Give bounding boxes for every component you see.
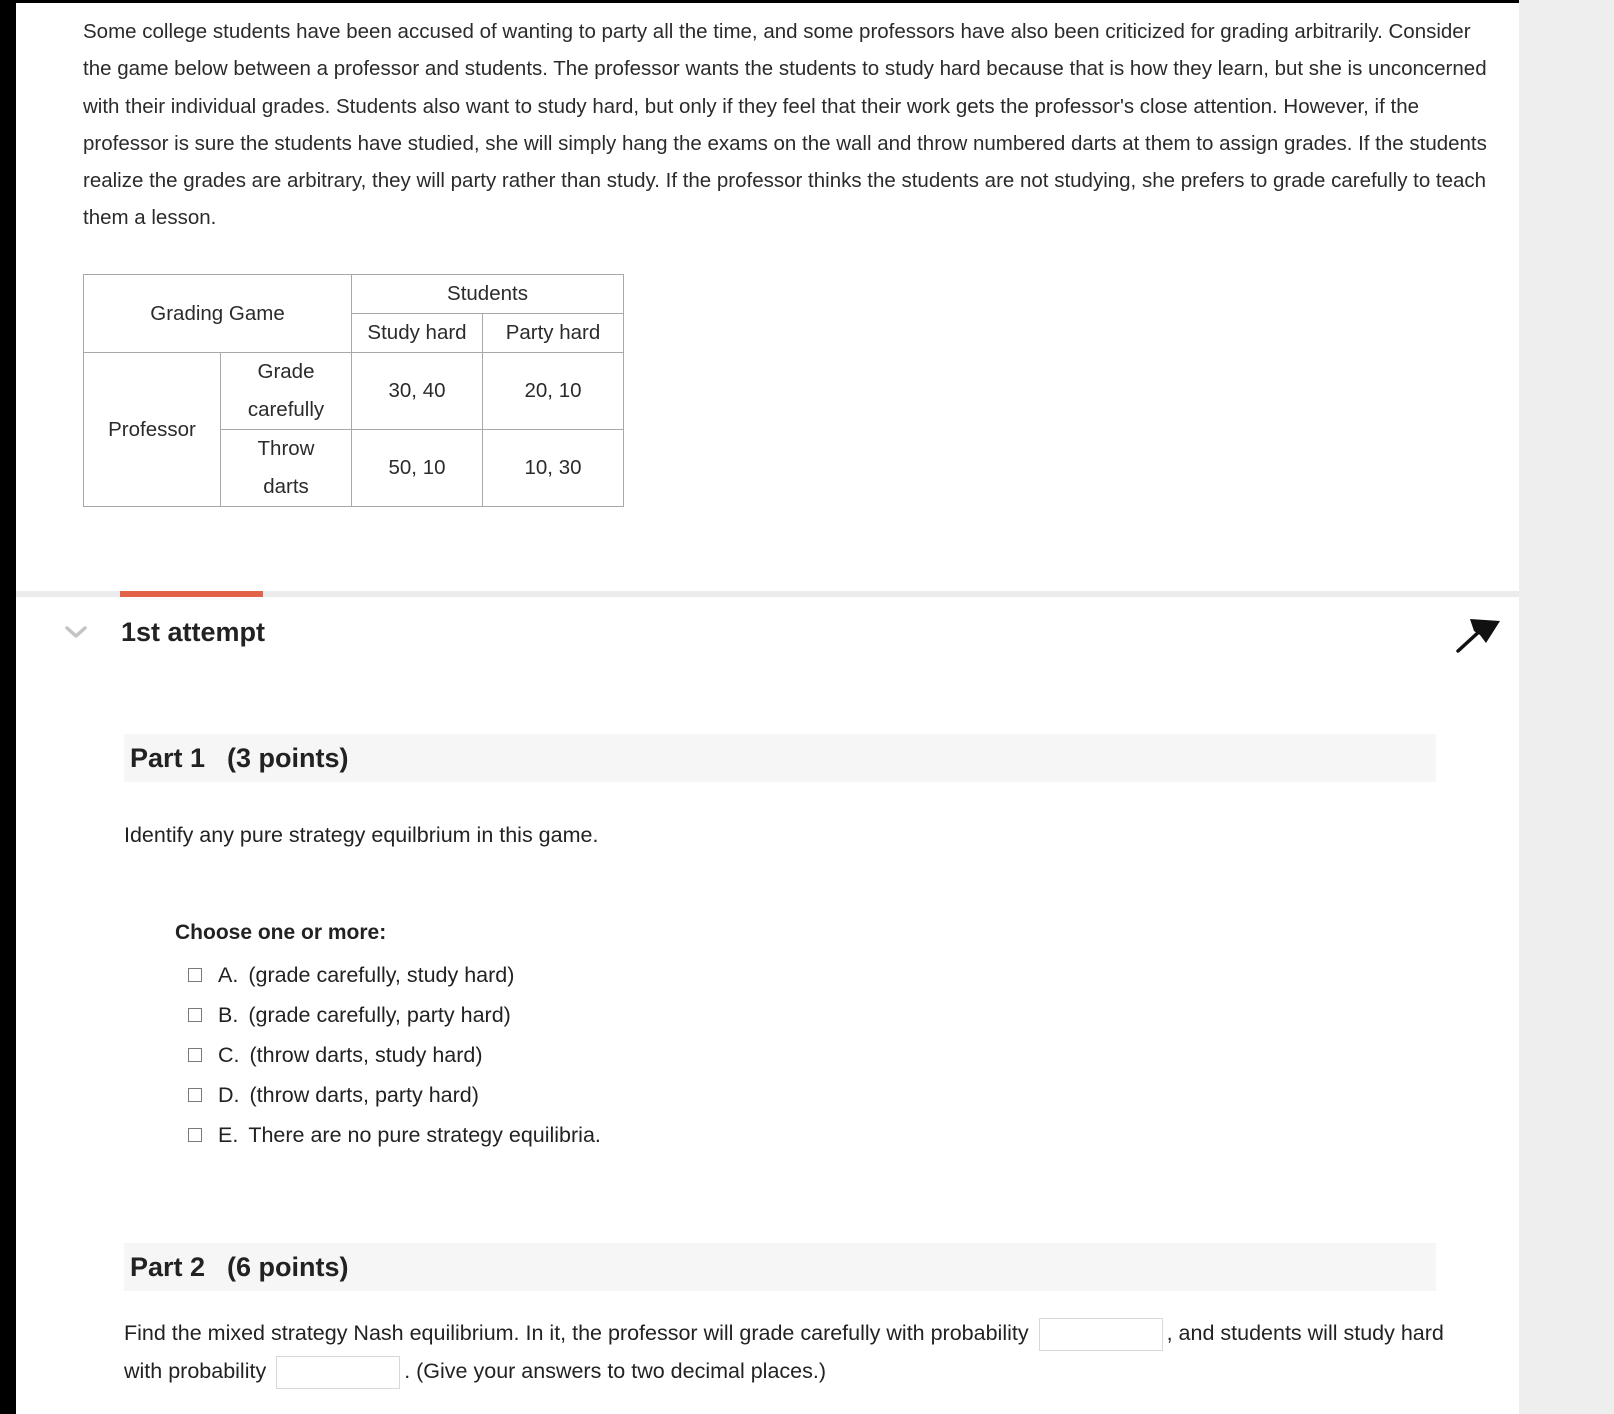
option-letter: E. <box>218 1122 239 1147</box>
part2-question <box>124 1314 1444 1390</box>
part2-text-before: Find the mixed strategy Nash equilibrium. In it, the professor will grade carefully with probability <box>124 1321 1029 1345</box>
column-player-label: Students <box>352 275 624 314</box>
checkbox[interactable] <box>188 968 202 982</box>
option-e[interactable] <box>188 1115 601 1155</box>
row-label-grade-carefully <box>221 353 352 430</box>
pin-icon[interactable] <box>1456 615 1502 655</box>
professor-probability-input[interactable] <box>1039 1318 1163 1351</box>
row-label-line: Throw <box>257 437 315 460</box>
option-text: (throw darts, party hard) <box>249 1082 479 1107</box>
part1-points: (3 points) <box>227 743 349 773</box>
matrix-title: Grading Game <box>84 275 352 353</box>
column-header-party-hard: Party hard <box>483 314 624 353</box>
attempt-label[interactable]: 1st attempt <box>121 617 266 647</box>
row-label-line: carefully <box>247 398 325 421</box>
payoff-cell: 20, 10 <box>483 353 624 430</box>
active-attempt-indicator <box>120 591 263 597</box>
part2-header <box>124 1243 1436 1291</box>
payoff-cell: 10, 30 <box>483 430 624 507</box>
option-letter: B. <box>218 1002 239 1027</box>
checkbox[interactable] <box>188 1088 202 1102</box>
row-label-throw-darts <box>221 430 352 507</box>
students-probability-input[interactable] <box>276 1356 400 1389</box>
option-text: (grade carefully, study hard) <box>248 962 515 987</box>
choose-label: Choose one or more: <box>175 921 387 944</box>
right-gutter <box>1519 0 1614 1414</box>
row-player-label: Professor <box>84 353 221 507</box>
option-letter: A. <box>218 962 239 987</box>
question-page <box>16 3 1519 1414</box>
row-label-line: darts <box>263 475 309 498</box>
checkbox[interactable] <box>188 1128 202 1142</box>
part2-text-after: . (Give your answers to two decimal places.) <box>404 1359 826 1383</box>
option-text: (throw darts, study hard) <box>249 1042 483 1067</box>
option-a[interactable] <box>188 955 601 995</box>
column-header-study-hard: Study hard <box>352 314 483 353</box>
option-text: (grade carefully, party hard) <box>248 1002 511 1027</box>
answer-options <box>188 955 601 1155</box>
problem-intro: Some college students have been accused of wanting to party all the time, and some professors have also been criticized for grading arbitrarily. Consider the game below between a professor and students. The professor wants the students to study hard because that is how they learn, but she is unconcerned with their individual grades. Students also want to study hard, but only if they feel that their work gets the professor's close attention. However, if the professor is sure the students have studied, she will simply hang the exams on the wall and throw numbered darts at them to assign grades. If the students realize the grades are arbitrary, they will party rather than study. If the professor thinks the students are not studying, she prefers to grade carefully to teach them a lesson. <box>83 20 1487 230</box>
part1-header <box>124 734 1436 782</box>
payoff-cell: 50, 10 <box>352 430 483 507</box>
checkbox[interactable] <box>188 1048 202 1062</box>
chevron-down-icon[interactable] <box>65 625 87 639</box>
part2-text-middle: , and students will study hard with probability <box>124 1321 1444 1383</box>
option-d[interactable] <box>188 1075 601 1115</box>
part2-title: Part 2 <box>130 1252 206 1282</box>
checkbox[interactable] <box>188 1008 202 1022</box>
option-letter: D. <box>218 1082 240 1107</box>
payoff-cell: 30, 40 <box>352 353 483 430</box>
part2-points: (6 points) <box>227 1252 349 1282</box>
part1-question: Identify any pure strategy equilbrium in this game. <box>124 823 599 847</box>
option-b[interactable] <box>188 995 601 1035</box>
option-letter: C. <box>218 1042 240 1067</box>
payoff-matrix <box>83 274 624 507</box>
option-c[interactable] <box>188 1035 601 1075</box>
row-label-line: Grade <box>257 360 315 383</box>
option-text: There are no pure strategy equilibria. <box>248 1122 601 1147</box>
part1-title: Part 1 <box>130 743 206 773</box>
